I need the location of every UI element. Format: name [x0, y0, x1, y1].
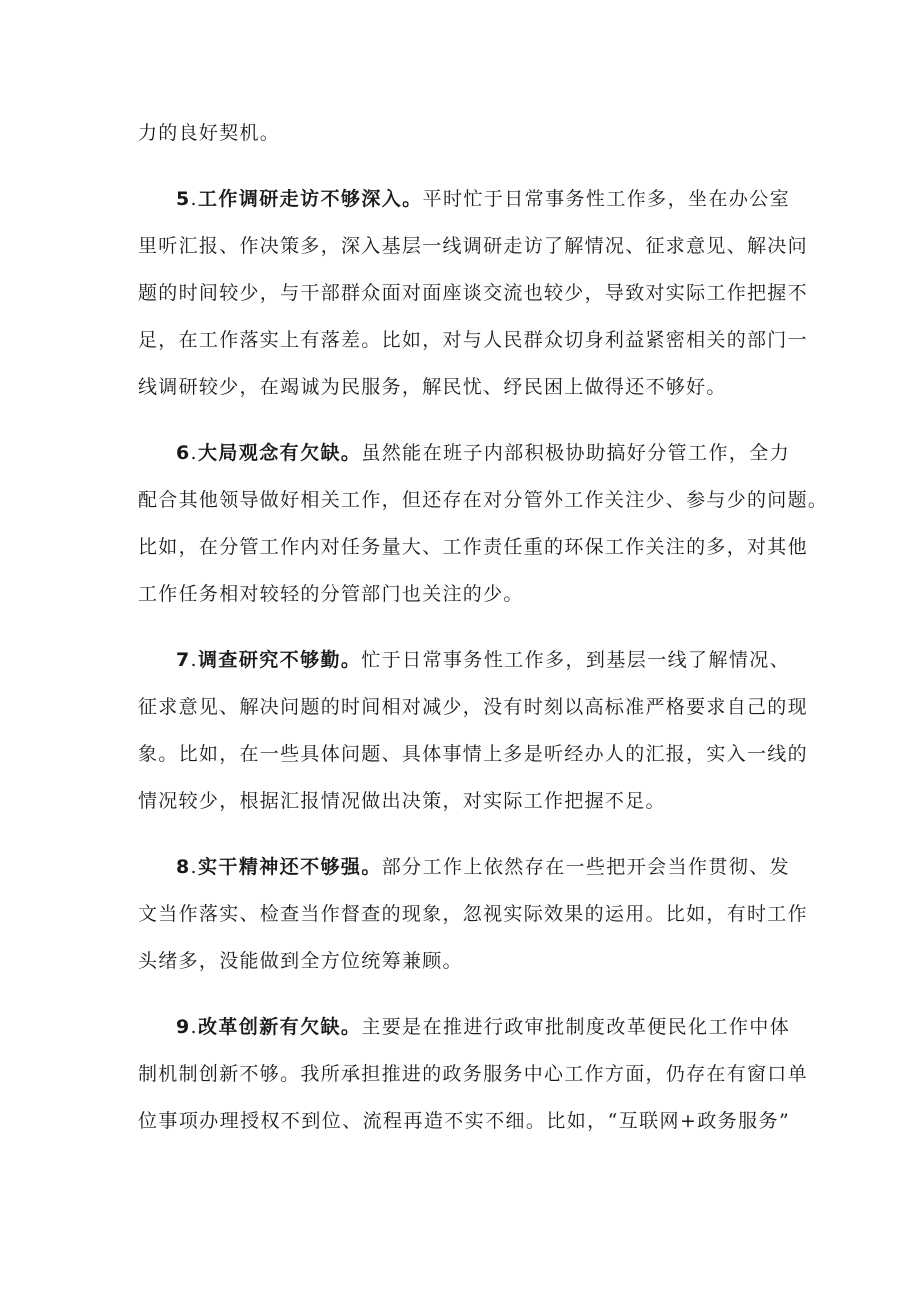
paragraph-line: 情况较少，根据汇报情况做出决策，对实际工作把握不足。 — [138, 790, 666, 812]
paragraph-first-line — [138, 637, 790, 684]
paragraph-line: 比如，在分管工作内对任务量大、工作责任重的环保工作关注的多，对其他 — [138, 536, 808, 558]
item-separator: . — [190, 856, 198, 878]
paragraph-line: 制机制创新不够。我所承担推进的政务服务中心工作方面，仍存在有窗口单 — [138, 1063, 808, 1085]
item-text: 部分工作上依然存在一些把开会当作贯彻、发 — [381, 856, 790, 878]
paragraph-first-line — [138, 176, 790, 223]
paragraph-line: 头绪多，没能做到全方位统筹兼顾。 — [138, 950, 463, 972]
paragraph-5 — [138, 176, 808, 411]
paragraph-first-line — [138, 1004, 790, 1051]
paragraph-7 — [138, 637, 808, 825]
item-heading: 工作调研走访不够深入。 — [197, 188, 423, 210]
item-heading: 改革创新有欠缺。 — [197, 1016, 362, 1038]
paragraph-line: 工作任务相对较轻的分管部门也关注的少。 — [138, 583, 524, 605]
paragraph-line: 配合其他领导做好相关工作，但还存在对分管外工作关注少、参与少的问题。 — [138, 489, 829, 511]
paragraph-line: 文当作落实、检查当作督查的现象，忽视实际效果的运用。比如，有时工作 — [138, 903, 808, 925]
paragraph-first-line — [138, 430, 790, 477]
paragraph-line: 足，在工作落实上有落差。比如，对与人民群众切身利益紧密相关的部门一 — [138, 329, 808, 351]
item-number: 5 — [176, 188, 191, 210]
item-number: 7 — [176, 649, 191, 671]
item-heading: 实干精神还不够强。 — [197, 856, 382, 878]
paragraph-first-line — [138, 844, 790, 891]
lead-line: 力的良好契机。 — [138, 122, 281, 144]
paragraph-line: 位事项办理授权不到位、流程再造不实不细。比如，“互联网+政务服务” — [138, 1110, 790, 1132]
item-text: 虽然能在班子内部积极协助搞好分管工作，全力 — [361, 442, 790, 464]
item-text: 忙于日常事务性工作多，到基层一线了解情况、 — [361, 649, 790, 671]
document-page — [138, 110, 829, 1145]
item-text: 平时忙于日常事务性工作多，坐在办公室 — [422, 188, 790, 210]
paragraph-line: 象。比如，在一些具体问题、具体事情上多是听经办人的汇报，实入一线的 — [138, 743, 808, 765]
item-number: 9 — [176, 1016, 191, 1038]
paragraph-line: 征求意见、解决问题的时间相对减少，没有时刻以高标准严格要求自己的现 — [138, 696, 808, 718]
item-separator: . — [190, 649, 198, 671]
item-heading: 大局观念有欠缺。 — [197, 442, 362, 464]
item-number: 6 — [176, 442, 191, 464]
paragraph-line: 题的时间较少，与干部群众面对面座谈交流也较少，导致对实际工作把握不 — [138, 282, 808, 304]
paragraph-9 — [138, 1004, 808, 1145]
paragraph-line: 线调研较少，在竭诚为民服务，解民忧、纾民困上做得还不够好。 — [138, 376, 727, 398]
item-separator: . — [190, 188, 198, 210]
item-text: 主要是在推进行政审批制度改革便民化工作中体 — [361, 1016, 790, 1038]
paragraph-6 — [138, 430, 829, 618]
paragraph-line: 里听汇报、作决策多，深入基层一线调研走访了解情况、征求意见、解决问 — [138, 235, 808, 257]
item-separator: . — [190, 1016, 198, 1038]
item-separator: . — [190, 442, 198, 464]
item-number: 8 — [176, 856, 191, 878]
paragraph-8 — [138, 844, 808, 985]
item-heading: 调查研究不够勤。 — [197, 649, 362, 671]
